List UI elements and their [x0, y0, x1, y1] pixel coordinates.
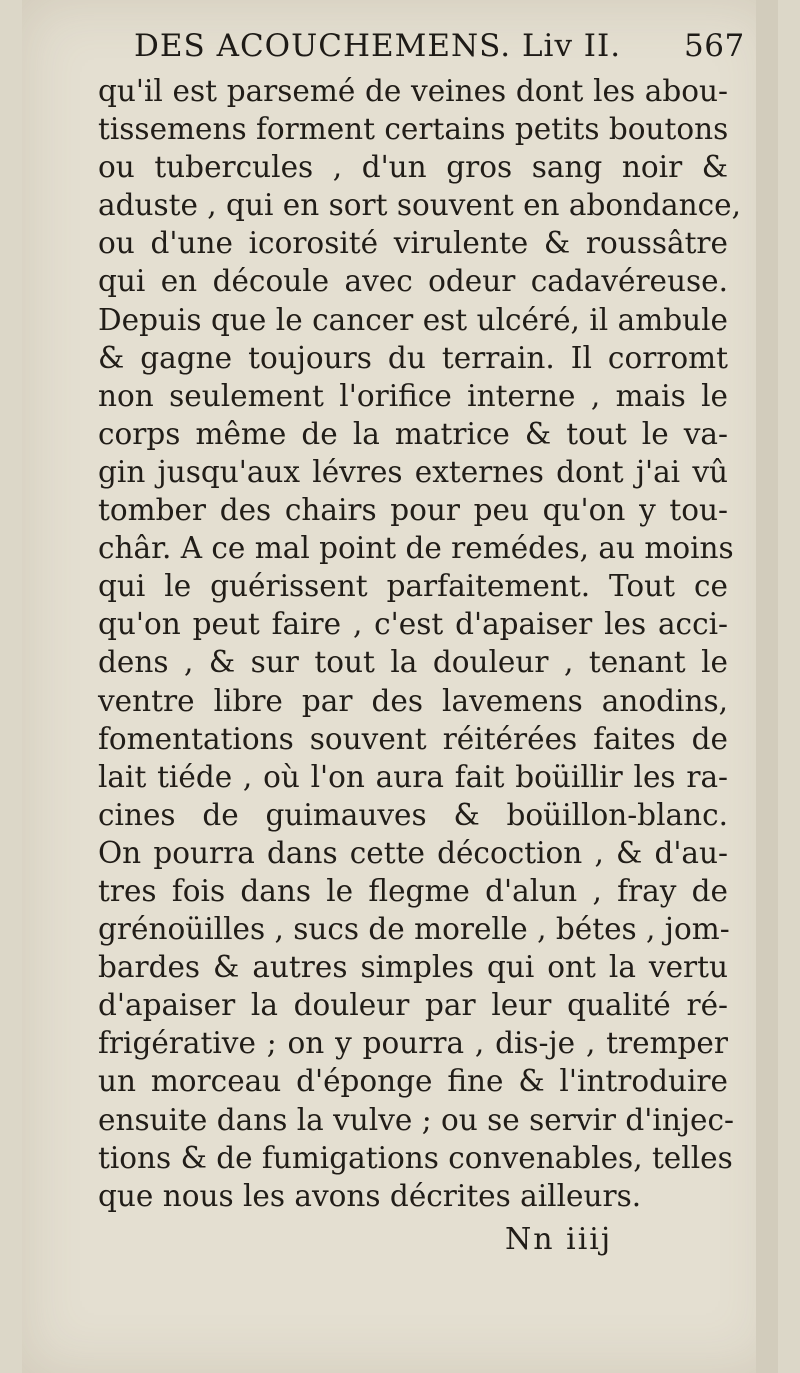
text-line: qu'il est parsemé de veines dont les abou-	[98, 74, 728, 108]
text-line: qui le guérissent parfaitement. Tout ce	[98, 569, 728, 604]
text-line: On pourra dans cette décoction , & d'au-	[98, 835, 728, 870]
text-line: ou d'une icorosité virulente & roussâtre	[98, 226, 728, 261]
text-line: ensuite dans la vulve ; ou se servir d'injec-	[98, 1102, 734, 1137]
text-line: grénoüilles , sucs de morelle , bétes , jom-	[98, 912, 730, 947]
text-line: tomber des chairs pour peu qu'on y tou-	[98, 493, 728, 528]
page-number: 567	[684, 28, 745, 64]
text-line: qui en découle avec odeur cadavéreuse.	[98, 264, 728, 299]
text-line: d'apaiser la douleur par leur qualité ré-	[98, 988, 728, 1023]
text-line: Depuis que le cancer est ulcéré, il ambule	[98, 302, 728, 337]
signature-mark: Nn iiij	[505, 1222, 613, 1257]
page-edge	[756, 0, 778, 1373]
text-line: bardes & autres simples qui ont la vertu	[98, 950, 728, 985]
text-line: ou tubercules , d'un gros sang noir &	[98, 150, 728, 185]
text-line: tissemens forment certains petits boutons	[98, 112, 729, 147]
book-page	[22, 0, 778, 1373]
text-line: qu'on peut faire , c'est d'apaiser les acci-	[98, 607, 728, 642]
text-line: châr. A ce mal point de remédes, au moins	[98, 531, 734, 566]
text-line: fomentations souvent réitérées faites de	[98, 721, 728, 756]
text-line: gin jusqu'aux lévres externes dont j'ai vû	[98, 454, 728, 489]
text-line: tions & de fumigations convenables, telles	[98, 1140, 733, 1175]
text-line: ventre libre par des lavemens anodins,	[98, 683, 728, 718]
text-line: non seulement l'orifice interne , mais le	[98, 378, 728, 413]
text-line: dens , & sur tout la douleur , tenant le	[98, 645, 728, 680]
text-line: aduste , qui en sort souvent en abondance,	[98, 188, 741, 223]
text-line: lait tiéde , où l'on aura fait boüillir les ra-	[98, 759, 728, 794]
text-line: corps même de la matrice & tout le va-	[98, 416, 728, 451]
text-line: que nous les avons décrites ailleurs.	[98, 1178, 642, 1213]
body-text	[98, 72, 741, 1215]
running-title: DES ACOUCHEMENS. Liv II.	[134, 28, 622, 64]
text-line: frigérative ; on y pourra , dis-je , tremper	[98, 1026, 728, 1061]
text-line: un morceau d'éponge fine & l'introduire	[98, 1064, 728, 1099]
text-line: tres fois dans le flegme d'alun , fray de	[98, 873, 728, 908]
text-line: & gagne toujours du terrain. Il corromt	[98, 340, 728, 375]
text-line: cines de guimauves & boüillon-blanc.	[98, 797, 728, 832]
